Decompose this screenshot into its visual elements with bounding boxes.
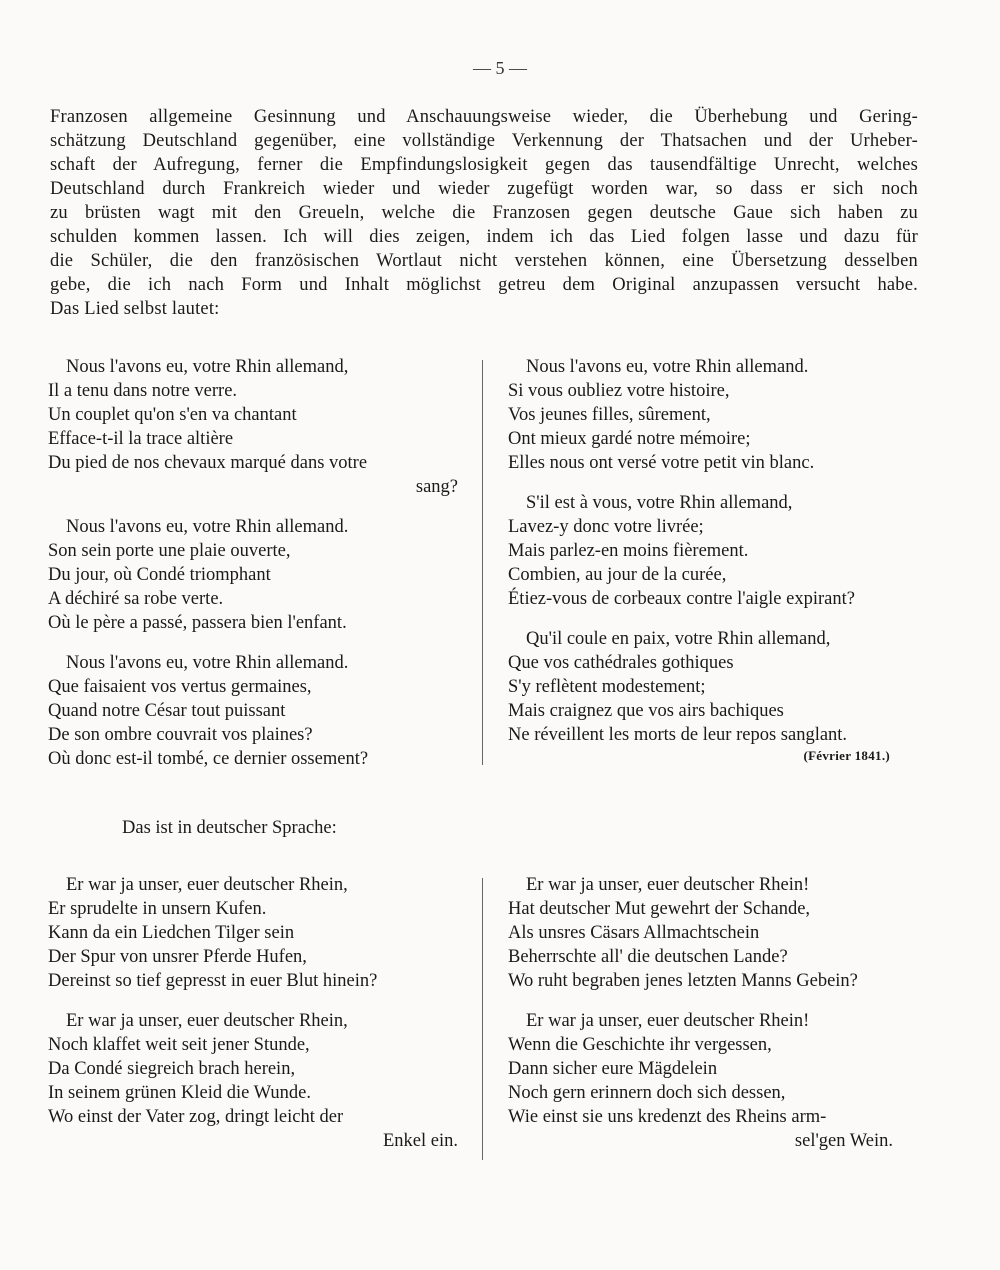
verse: sel'gen Wein.	[794, 1131, 893, 1151]
verse: Si vous oubliez votre histoire,	[508, 381, 730, 401]
german-heading: Das ist in deutscher Sprache:	[122, 818, 337, 838]
german-poem-left	[48, 873, 458, 1169]
verse: Wie einst sie uns kredenzt des Rheins arm-	[508, 1107, 827, 1127]
verse: De son ombre couvrait vos plaines?	[48, 725, 313, 745]
stanza	[508, 491, 923, 611]
verse: Als unsres Cäsars Allmachtschein	[508, 923, 760, 943]
intro-line: Franzosen allgemeine Gesinnung und Anschauungsweise wieder, die Überhebung und Gering-	[50, 107, 918, 127]
verse: Vos jeunes filles, sûrement,	[508, 405, 711, 425]
verse: Dann sicher eure Mägdelein	[508, 1059, 718, 1079]
stanza	[508, 355, 923, 475]
verse: Da Condé siegreich brach herein,	[48, 1059, 296, 1079]
intro-line: Das Lied selbst lautet:	[50, 299, 220, 319]
verse: Elles nous ont versé votre petit vin blanc.	[508, 453, 815, 473]
verse: Ne réveillent les morts de leur repos sanglant.	[508, 725, 848, 745]
verse: Un couplet qu'on s'en va chantant	[48, 405, 297, 425]
intro-line: schulden kommen lassen. Ich will dies zeigen, indem ich das Lied folgen lasse und dazu für	[50, 227, 918, 247]
verse: Dereinst so tief gepresst in euer Blut hinein?	[48, 971, 378, 991]
french-poem-left	[48, 355, 458, 787]
stanza	[48, 1009, 458, 1153]
verse: Efface-t-il la trace altière	[48, 429, 234, 449]
verse: Nous l'avons eu, votre Rhin allemand.	[66, 517, 349, 537]
intro-line: Deutschland durch Frankreich wieder und wieder zugefügt worden war, so dass er sich noch	[50, 179, 918, 199]
intro-paragraph	[50, 105, 918, 321]
verse: Où donc est-il tombé, ce dernier ossement?	[48, 749, 369, 769]
verse: Enkel ein.	[382, 1131, 458, 1151]
verse: Que faisaient vos vertus germaines,	[48, 677, 312, 697]
german-poem-right	[508, 873, 893, 1169]
verse: In seinem grünen Kleid die Wunde.	[48, 1083, 311, 1103]
french-poem-right	[508, 355, 923, 763]
verse: S'il est à vous, votre Rhin allemand,	[526, 493, 793, 513]
intro-line: schätzung Deutschland gegenüber, eine vollständige Verkennung der Thatsachen und der Urheber-	[50, 131, 918, 151]
verse: Nous l'avons eu, votre Rhin allemand.	[526, 357, 809, 377]
verse: Er war ja unser, euer deutscher Rhein,	[66, 875, 348, 895]
verse: Wo einst der Vater zog, dringt leicht der	[48, 1107, 344, 1127]
verse: Son sein porte une plaie ouverte,	[48, 541, 291, 561]
verse: Nous l'avons eu, votre Rhin allemand,	[66, 357, 349, 377]
verse: Lavez-y donc votre livrée;	[508, 517, 704, 537]
column-divider	[482, 360, 483, 765]
verse: Wo ruht begraben jenes letzten Manns Gebein?	[508, 971, 858, 991]
verse: A déchiré sa robe verte.	[48, 589, 224, 609]
verse: Nous l'avons eu, votre Rhin allemand.	[66, 653, 349, 673]
stanza	[48, 355, 458, 499]
verse: Wenn die Geschichte ihr vergessen,	[508, 1035, 772, 1055]
intro-line: gebe, die ich nach Form und Inhalt möglichst getreu dem Original anzupassen versucht habe.	[50, 275, 918, 295]
verse: Étiez-vous de corbeaux contre l'aigle expirant?	[508, 589, 855, 609]
verse: Où le père a passé, passera bien l'enfant.	[48, 613, 347, 633]
verse: Du pied de nos chevaux marqué dans votre	[48, 453, 368, 473]
stanza	[508, 1009, 893, 1153]
verse: Il a tenu dans notre verre.	[48, 381, 238, 401]
verse: Er sprudelte in unsern Kufen.	[48, 899, 267, 919]
verse: S'y reflètent modestement;	[508, 677, 706, 697]
stanza	[48, 515, 458, 635]
verse: Mais craignez que vos airs bachiques	[508, 701, 784, 721]
verse: sang?	[415, 477, 458, 497]
verse: Er war ja unser, euer deutscher Rhein,	[66, 1011, 348, 1031]
verse: Hat deutscher Mut gewehrt der Schande,	[508, 899, 811, 919]
verse: Noch klaffet weit seit jener Stunde,	[48, 1035, 310, 1055]
verse: Combien, au jour de la curée,	[508, 565, 727, 585]
verse: Quand notre César tout puissant	[48, 701, 286, 721]
verse: Mais parlez-en moins fièrement.	[508, 541, 749, 561]
verse: Er war ja unser, euer deutscher Rhein!	[526, 1011, 810, 1031]
column-divider	[482, 878, 483, 1160]
verse: Er war ja unser, euer deutscher Rhein!	[526, 875, 810, 895]
verse: Du jour, où Condé triomphant	[48, 565, 271, 585]
page-number: — 5 —	[473, 58, 527, 78]
intro-line: die Schüler, die den französischen Wortlaut nicht verstehen können, eine Übersetzung desselben	[50, 251, 918, 271]
verse: Noch gern erinnern doch sich dessen,	[508, 1083, 786, 1103]
intro-line: zu brüsten wagt mit den Greueln, welche die Franzosen gegen deutsche Gaue sich haben zu	[50, 203, 918, 223]
verse: Ont mieux gardé notre mémoire;	[508, 429, 751, 449]
verse: Qu'il coule en paix, votre Rhin allemand,	[526, 629, 831, 649]
stanza	[508, 627, 923, 747]
stanza	[508, 873, 893, 993]
verse: Der Spur von unsrer Pferde Hufen,	[48, 947, 307, 967]
intro-line: schaft der Aufregung, ferner die Empfindungslosigkeit gegen das tausendfältige Unrecht, welches	[50, 155, 918, 175]
stanza	[48, 873, 458, 993]
poem-date: (Février 1841.)	[803, 748, 890, 763]
verse: Kann da ein Liedchen Tilger sein	[48, 923, 295, 943]
verse: Que vos cathédrales gothiques	[508, 653, 734, 673]
verse: Beherrschte all' die deutschen Lande?	[508, 947, 788, 967]
stanza	[48, 651, 458, 771]
